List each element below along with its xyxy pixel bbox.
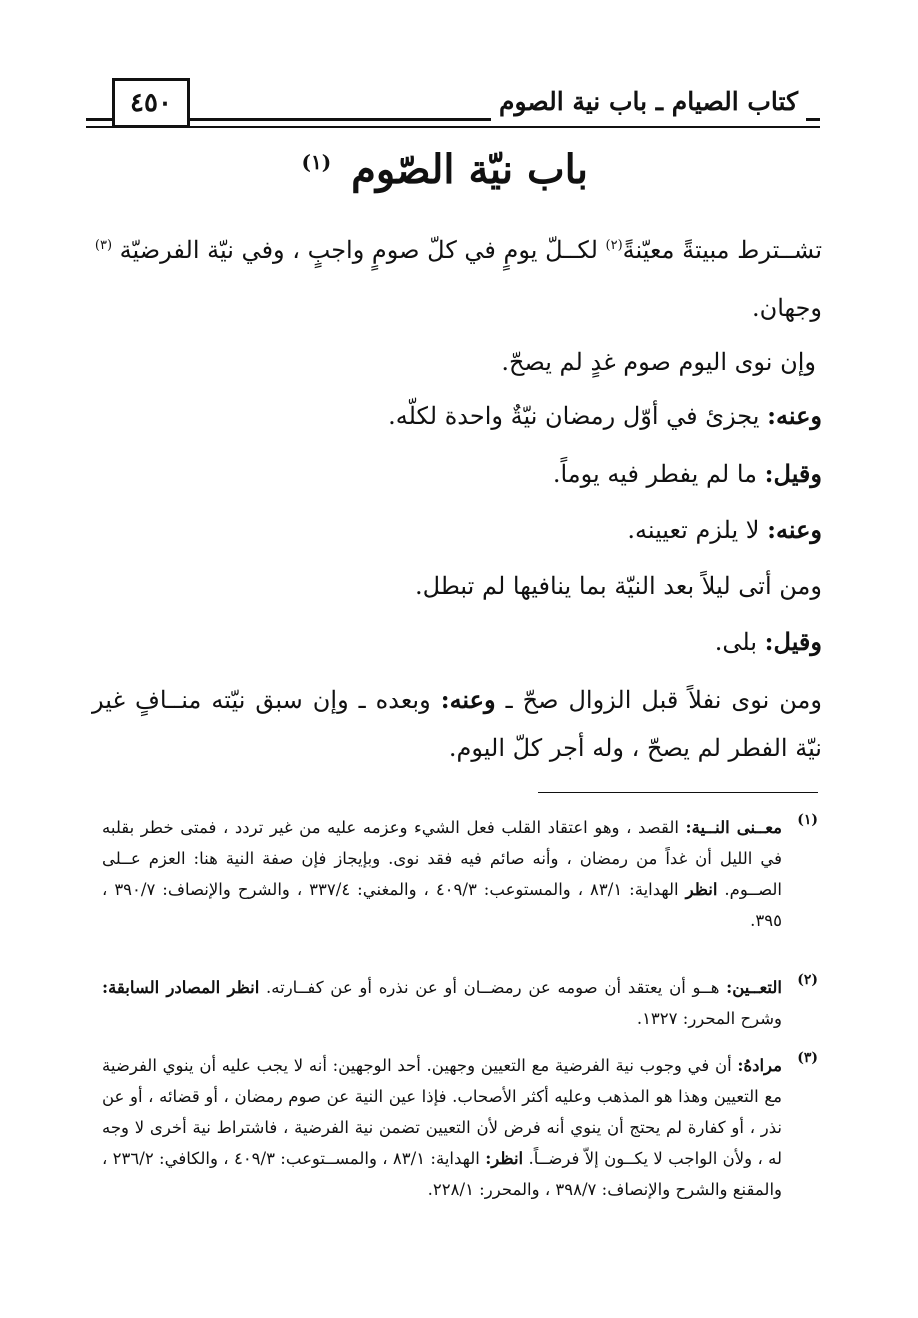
footnote-term: التعــين: — [726, 978, 782, 997]
paragraph-6 — [92, 566, 822, 606]
footnote-text: الهداية: ٨٣/١ ، والمســتوعب: ٤٠٩/٣ ، والكافي: ٢٣٦/٢ ، والمقنع والشرح والإنصاف: ٣٩٨/٧ ، والمحرر: ٢٢٨/١. — [102, 1149, 782, 1199]
paragraph-8 — [92, 676, 822, 772]
paragraph-text: ومن أتى ليلاً بعد النيّة بما ينافيها لم تبطل. — [414, 572, 822, 600]
paragraph-3 — [92, 396, 822, 436]
paragraph-4 — [92, 454, 822, 494]
footnote-text: الهداية: ٨٣/١ ، والمستوعب: ٤٠٩/٣ ، والمغني: ٣٣٧/٤ ، والشرح والإنصاف: ٣٩٠/٧ ، ٣٩٥. — [102, 880, 782, 930]
footnote-1 — [102, 812, 782, 936]
keyword: وعنه: — [767, 401, 822, 430]
paragraph-text: بلى. — [714, 628, 765, 656]
footnote-term: مرادهُ: — [737, 1056, 782, 1075]
paragraph-text: وبعده ـ وإن سبق نيّته منــافٍ غير نيّة الفطر لم يصحّ ، وله أجر كلّ اليوم. — [92, 686, 822, 762]
paragraph-text: ومن نوى نفلاً قبل الزوال صحّ ـ — [495, 686, 822, 714]
footnote-2 — [102, 972, 782, 1034]
footnote-ref: (٢) — [605, 238, 623, 253]
paragraph-5 — [92, 510, 822, 550]
header-rule-thin — [86, 126, 820, 128]
paragraph-text: لا يلزم تعيينه. — [627, 516, 768, 544]
keyword: وعنه: — [440, 685, 496, 714]
running-title: كتاب الصيام ـ باب نية الصوم — [491, 82, 806, 122]
page-number: ٤٥٠ — [112, 78, 190, 128]
paragraph-text: يجزئ في أوّل رمضان نيّةٌ واحدة لكلّه. — [388, 402, 768, 430]
footnote-text: القصد ، وهو اعتقاد القلب فعل الشيء وعزمه عليه من غير تردد ، فمتى خطر بقلبه في الليل أن غداً من رمضان ، وأنه صائم فيه فقد نوى. وبإيجاز فإن صفة النية هنا: العزم عــلى الصــوم. — [102, 818, 782, 899]
chapter-title — [301, 146, 588, 193]
footnote-ref: (٣) — [94, 238, 113, 253]
footnote-term: انظر — [685, 880, 718, 899]
running-header — [86, 78, 820, 134]
footnote-text: هــو أن يعتقد أن صومه عن رمضــان أو عن نذره أو عن كفــارته. — [259, 978, 727, 997]
footnote-term: معــنى النــية: — [685, 818, 782, 837]
keyword: وعنه: — [767, 515, 822, 544]
footnote-separator — [538, 792, 818, 793]
footnote-ref: (١) — [301, 149, 332, 174]
footnote-number: (٣) — [797, 1050, 818, 1066]
paragraph-text: لكــلّ يومٍ في كلّ صومٍ واجبٍ ، وفي نيّة الفرضيّة — [112, 236, 606, 264]
footnote-number: (٢) — [797, 972, 818, 988]
footnote-3 — [102, 1050, 782, 1205]
footnote-text: أن في وجوب نية الفرضية مع التعيين وجهين. أحد الوجهين: أنه لا يجب عليه أن ينوي الفرضية مع التعيين وهذا هو المذهب وعليه أكثر الأصحاب. فإذا عين النية عن صوم رمضان ، أو قضائه ، أو عن نذر ، أو كفارة لم يحتج أن ينوي أنه فرض لأن التعيين تضمن نية الفرضية ، فاشتراط نية أخرى لا وجه له ، ولأن الواجب لا يكــون إلاّ فرضــاً. — [102, 1056, 783, 1168]
paragraph-7 — [92, 622, 822, 662]
paragraph-text: وجهان. — [751, 294, 822, 322]
paragraph-1 — [92, 226, 822, 328]
paragraph-text: وإن نوى اليوم صوم غدٍ لم يصحّ. — [501, 348, 816, 376]
paragraph-text: تشــترط مبيتةً معيّنةً — [622, 236, 822, 264]
chapter-title-text: باب نيّة الصّوم — [351, 146, 588, 193]
footnote-text: وشرح المحرر: ١٣٢٧. — [636, 1009, 782, 1028]
paragraph-text: ما لم يفطر فيه يوماً. — [552, 460, 765, 488]
paragraph-2 — [86, 342, 816, 382]
keyword: وقيل: — [764, 459, 822, 488]
footnote-term: انظر المصادر السابقة: — [102, 978, 260, 997]
keyword: وقيل: — [764, 627, 822, 656]
footnote-number: (١) — [797, 812, 818, 828]
footnote-term: انظر: — [485, 1149, 524, 1168]
